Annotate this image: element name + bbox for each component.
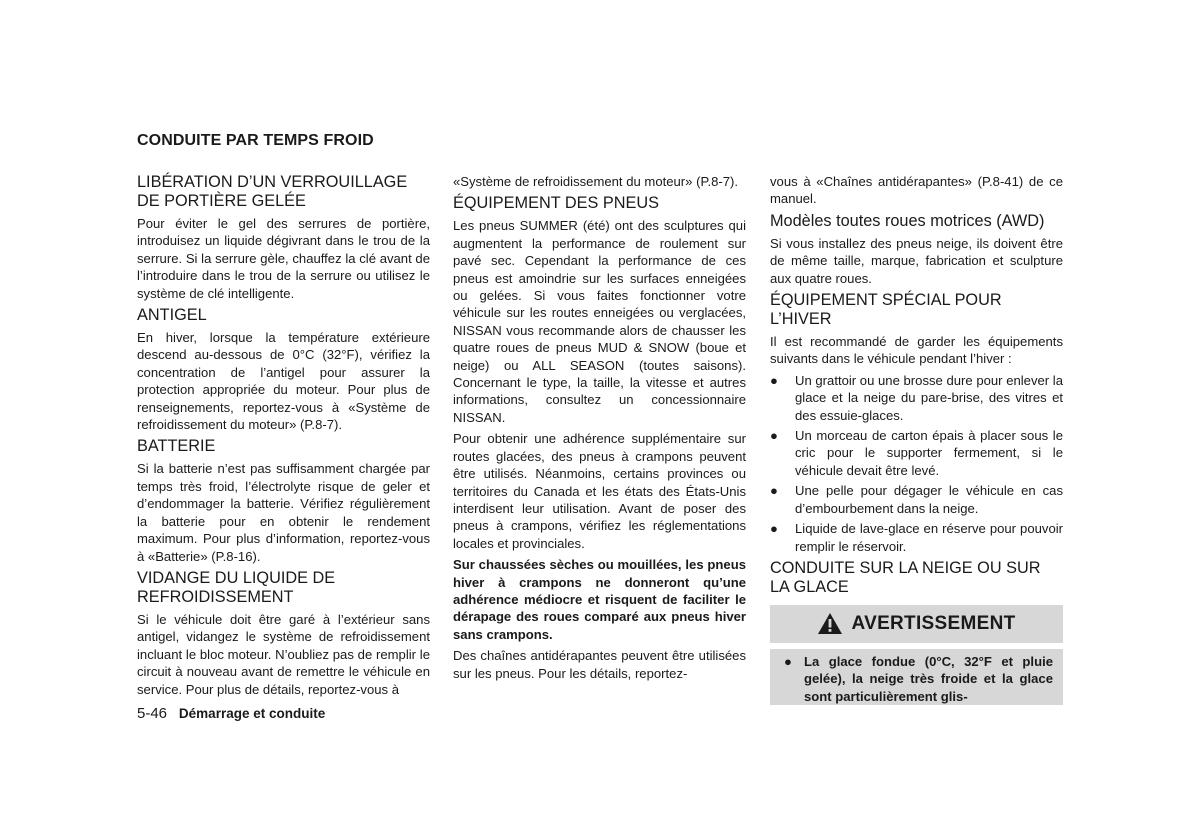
section-title-door-lock: LIBÉRATION D’UN VERROUILLAGE DE PORTIÈRE GELÉE (137, 173, 408, 210)
bullet-icon: ● (770, 483, 778, 499)
column-3 (770, 173, 1063, 705)
warning-header (770, 605, 1063, 643)
page-title: CONDUITE PAR TEMPS FROID (137, 132, 374, 149)
bullet-icon: ● (784, 653, 792, 669)
warning-list (780, 653, 1053, 705)
paragraph-summer-tires: Les pneus SUMMER (été) ont des sculptures qui augmentent la performance de roulement sur pavé sec. Cependant la performance de ces pneus est amoindrie sur les surfaces enneigées ou gelées. Si vous faites fonctionner votre véhicule sur les routes enneigées ou verglacées, NISSAN vous recommande alors de chausser les quatre roues de pneus MUD & SNOW (boue et neige) ou ALL SEASON (toutes saisons). Concernant le type, la taille, la vitesse et autres informations, consultez un concessionnaire NISSAN. (453, 218, 746, 425)
section-title-coolant-drain: VIDANGE DU LIQUIDE DE REFROIDISSEMENT (137, 568, 336, 606)
paragraph-snow-chains: Des chaînes antidérapantes peuvent être utilisées sur les pneus. Pour les détails, reportez- (453, 648, 746, 681)
paragraph-awd: Si vous installez des pneus neige, ils doivent être de même taille, marque, fabrication et sculpture aux quatre roues. (770, 235, 1063, 286)
section-title-antifreeze: ANTIGEL (137, 306, 207, 325)
list-item: ● Un morceau de carton épais à placer sous le cric pour le supporter fermement, si le véhicule devait être levé. (770, 428, 1063, 478)
column-1 (137, 173, 430, 702)
paragraph-coolant-drain: Si le véhicule doit être garé à l’extérieur sans antigel, vidangez le système de refroidissement incluant le bloc moteur. N’oubliez pas de remplir le circuit à nouveau avant de remettre le véhicule en service. Pour plus de détails, reportez-vous à (137, 611, 430, 697)
paragraph-door-lock: Pour éviter le gel des serrures de portière, introduisez un liquide dégivrant dans le trou de la serrure. Si la serrure gèle, chauffez la clé avant de l’introduire dans le trou de la serrure ou utilisez le système de clé intelligente. (137, 216, 430, 301)
section-title-winter-equipment: ÉQUIPEMENT SPÉCIAL POUR L’HIVER (770, 291, 1002, 329)
bullet-icon: ● (770, 428, 778, 444)
warning-title: AVERTISSEMENT (851, 612, 1016, 634)
list-item: ● Liquide de lave-glace en réserve pour pouvoir remplir le réservoir. (770, 521, 1063, 554)
page-footer (137, 705, 325, 722)
section-title-battery: BATTERIE (137, 437, 216, 456)
paragraph-antifreeze: En hiver, lorsque la température extérieure descend au-dessous de 0°C (32°F), vérifiez la concentration de l’antigel pour assurer la protection appropriée du moteur. Pour plus de renseignements, reportez-vous à «Système de refroidissement du moteur» (P.8-7). (137, 330, 430, 433)
list-item: ● Une pelle pour dégager le véhicule en cas d’embourbement dans la neige. (770, 483, 1063, 516)
column-2 (453, 173, 746, 686)
paragraph-winter-equipment: Il est recommandé de garder les équipements suivants dans le véhicule pendant l’hiver : (770, 334, 1063, 367)
paragraph-continuation: vous à «Chaînes antidérapantes» (P.8-41) de ce manuel. (770, 174, 1063, 207)
paragraph-continuation: «Système de refroidissement du moteur» (P.8-7). (453, 174, 739, 189)
warning-body (770, 649, 1063, 705)
paragraph-battery: Si la batterie n’est pas suffisamment chargée par temps très froid, l’électrolyte risque de geler et d’endommager la batterie. Vérifiez régulièrement la batterie pour en obtenir le rendement maximum. Pour plus d’information, reportez-vous à «Batterie» (P.8-16). (137, 461, 430, 564)
paragraph-studded-warning: Sur chaussées sèches ou mouillées, les pneus hiver à crampons ne donneront qu’une adhérence médiocre et risquent de faciliter le dérapage des roues comparé aux pneus hiver sans crampons. (453, 557, 746, 642)
bullet-icon: ● (770, 372, 778, 388)
section-title-snow-driving: CONDUITE SUR LA NEIGE OU SUR LA GLACE (770, 558, 1041, 596)
section-title-tires: ÉQUIPEMENT DES PNEUS (453, 194, 659, 213)
bullet-icon: ● (770, 521, 778, 537)
page-number: 5-46 (137, 705, 168, 722)
equipment-list (770, 372, 1063, 555)
paragraph-studded-tires: Pour obtenir une adhérence supplémentaire sur routes glacées, des pneus à crampons peuvent être utilisés. Néanmoins, certains provinces ou territoires du Canada et les états des États-Unis interdisent leur utilisation. Avant de poser des pneus à crampons, vérifiez les réglementations locales et provinciales. (453, 431, 746, 551)
list-item: ● La glace fondue (0°C, 32°F et pluie gelée), la neige très froide et la glace sont particulièrement glis- (784, 653, 1053, 704)
footer-section-title: Démarrage et conduite (178, 706, 326, 721)
warning-triangle-icon (817, 612, 843, 635)
list-item: ● Un grattoir ou une brosse dure pour enlever la glace et la neige du pare-brise, des vitres et des essuie-glaces. (770, 372, 1063, 423)
section-title-awd: Modèles toutes roues motrices (AWD) (770, 211, 1045, 230)
